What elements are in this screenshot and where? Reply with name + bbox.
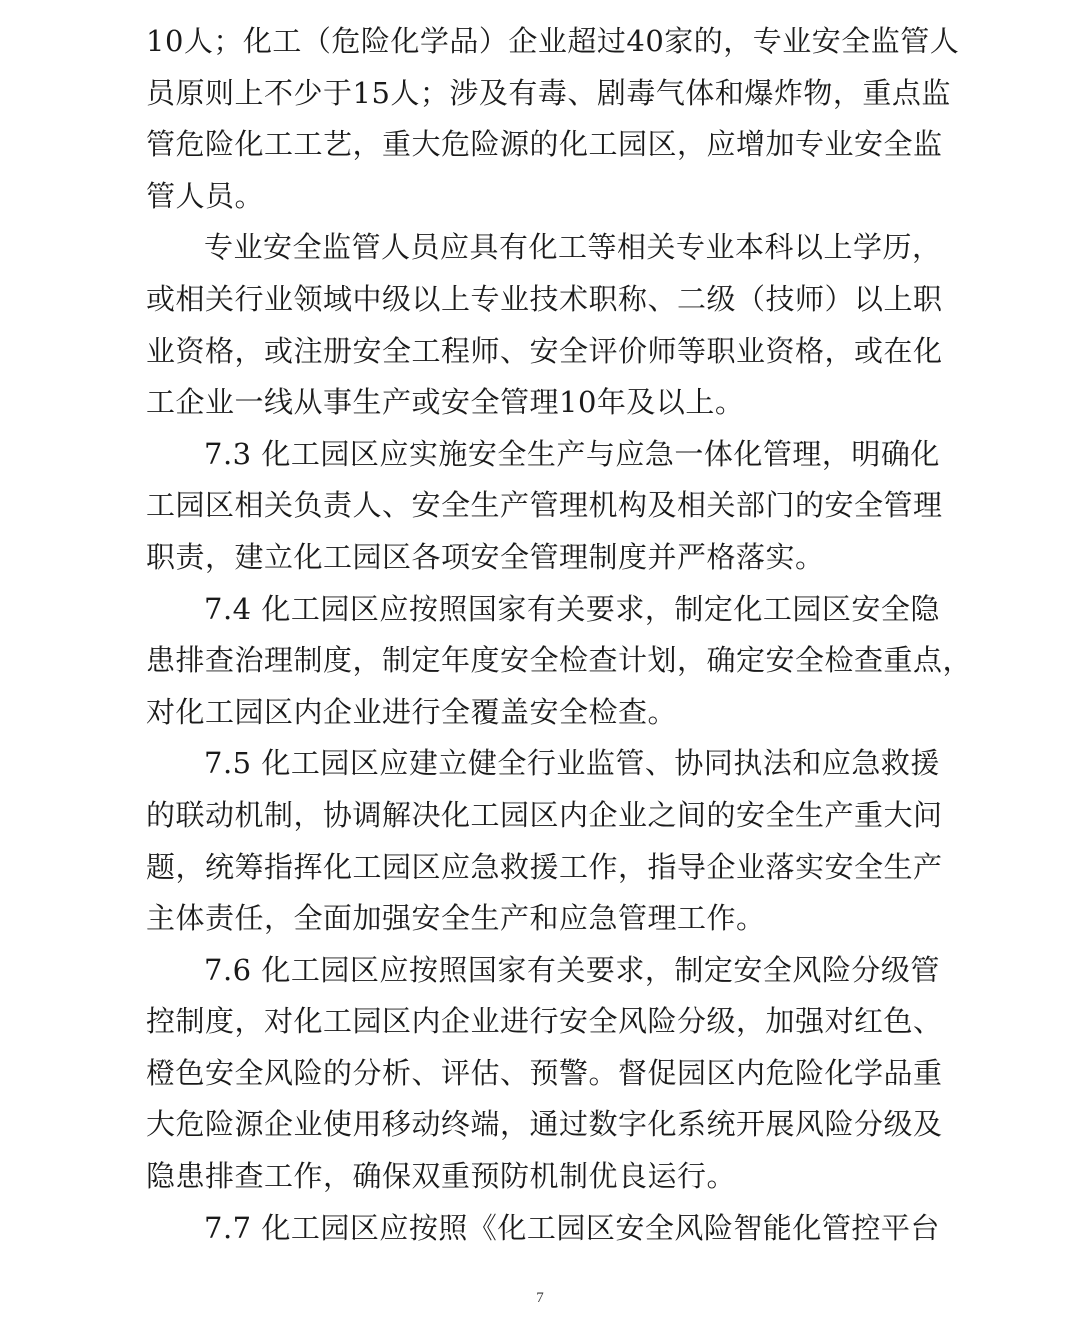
- text-line: 对化工园区内企业进行全覆盖安全检查。: [146, 694, 678, 729]
- text-line: 题，统筹指挥化工园区应急救援工作，指导企业落实安全生产: [146, 849, 943, 884]
- text-line: 的联动机制，协调解决化工园区内企业之间的安全生产重大问: [146, 797, 943, 832]
- text-line: 主体责任，全面加强安全生产和应急管理工作。: [146, 901, 766, 936]
- text-line: 工园区相关负责人、安全生产管理机构及相关部门的安全管理: [146, 488, 943, 523]
- text-line: 隐患排查工作，确保双重预防机制优良运行。: [146, 1159, 737, 1194]
- text-line: 业资格，或注册安全工程师、安全评价师等职业资格，或在化: [146, 333, 943, 368]
- clause-7-4-heading-line: 7.4 化工园区应按照国家有关要求，制定化工园区安全隐: [204, 591, 940, 626]
- page-number: 7: [536, 1290, 544, 1306]
- text-line: 职责，建立化工园区各项安全管理制度并严格落实。: [146, 539, 825, 574]
- clause-7-7-heading-line: 7.7 化工园区应按照《化工园区安全风险智能化管控平台: [204, 1210, 940, 1245]
- text-line: 专业安全监管人员应具有化工等相关专业本科以上学历，: [204, 230, 942, 265]
- text-line: 工企业一线从事生产或安全管理10年及以上。: [146, 385, 745, 420]
- document-body: [146, 16, 973, 1254]
- text-line: 管危险化工工艺，重大危险源的化工园区，应增加专业安全监: [146, 127, 943, 162]
- text-line: 患排查治理制度，制定年度安全检查计划，确定安全检查重点，: [146, 643, 973, 678]
- text-line: 或相关行业领域中级以上专业技术职称、二级（技师）以上职: [146, 281, 943, 316]
- text-line: 员原则上不少于15人；涉及有毒、剧毒气体和爆炸物，重点监: [146, 75, 951, 110]
- text-line: 10人；化工（危险化学品）企业超过40家的，专业安全监管人: [146, 24, 960, 58]
- clause-7-6-heading-line: 7.6 化工园区应按照国家有关要求，制定安全风险分级管: [204, 952, 940, 987]
- text-line: 管人员。: [146, 178, 265, 213]
- clause-7-5-heading-line: 7.5 化工园区应建立健全行业监管、协同执法和应急救援: [204, 746, 940, 781]
- text-line: 大危险源企业使用移动终端，通过数字化系统开展风险分级及: [146, 1107, 943, 1142]
- text-line: 控制度，对化工园区内企业进行安全风险分级，加强对红色、: [146, 1004, 943, 1039]
- clause-7-3-heading-line: 7.3 化工园区应实施安全生产与应急一体化管理，明确化: [204, 436, 940, 471]
- text-line: 橙色安全风险的分析、评估、预警。督促园区内危险化学品重: [146, 1055, 943, 1090]
